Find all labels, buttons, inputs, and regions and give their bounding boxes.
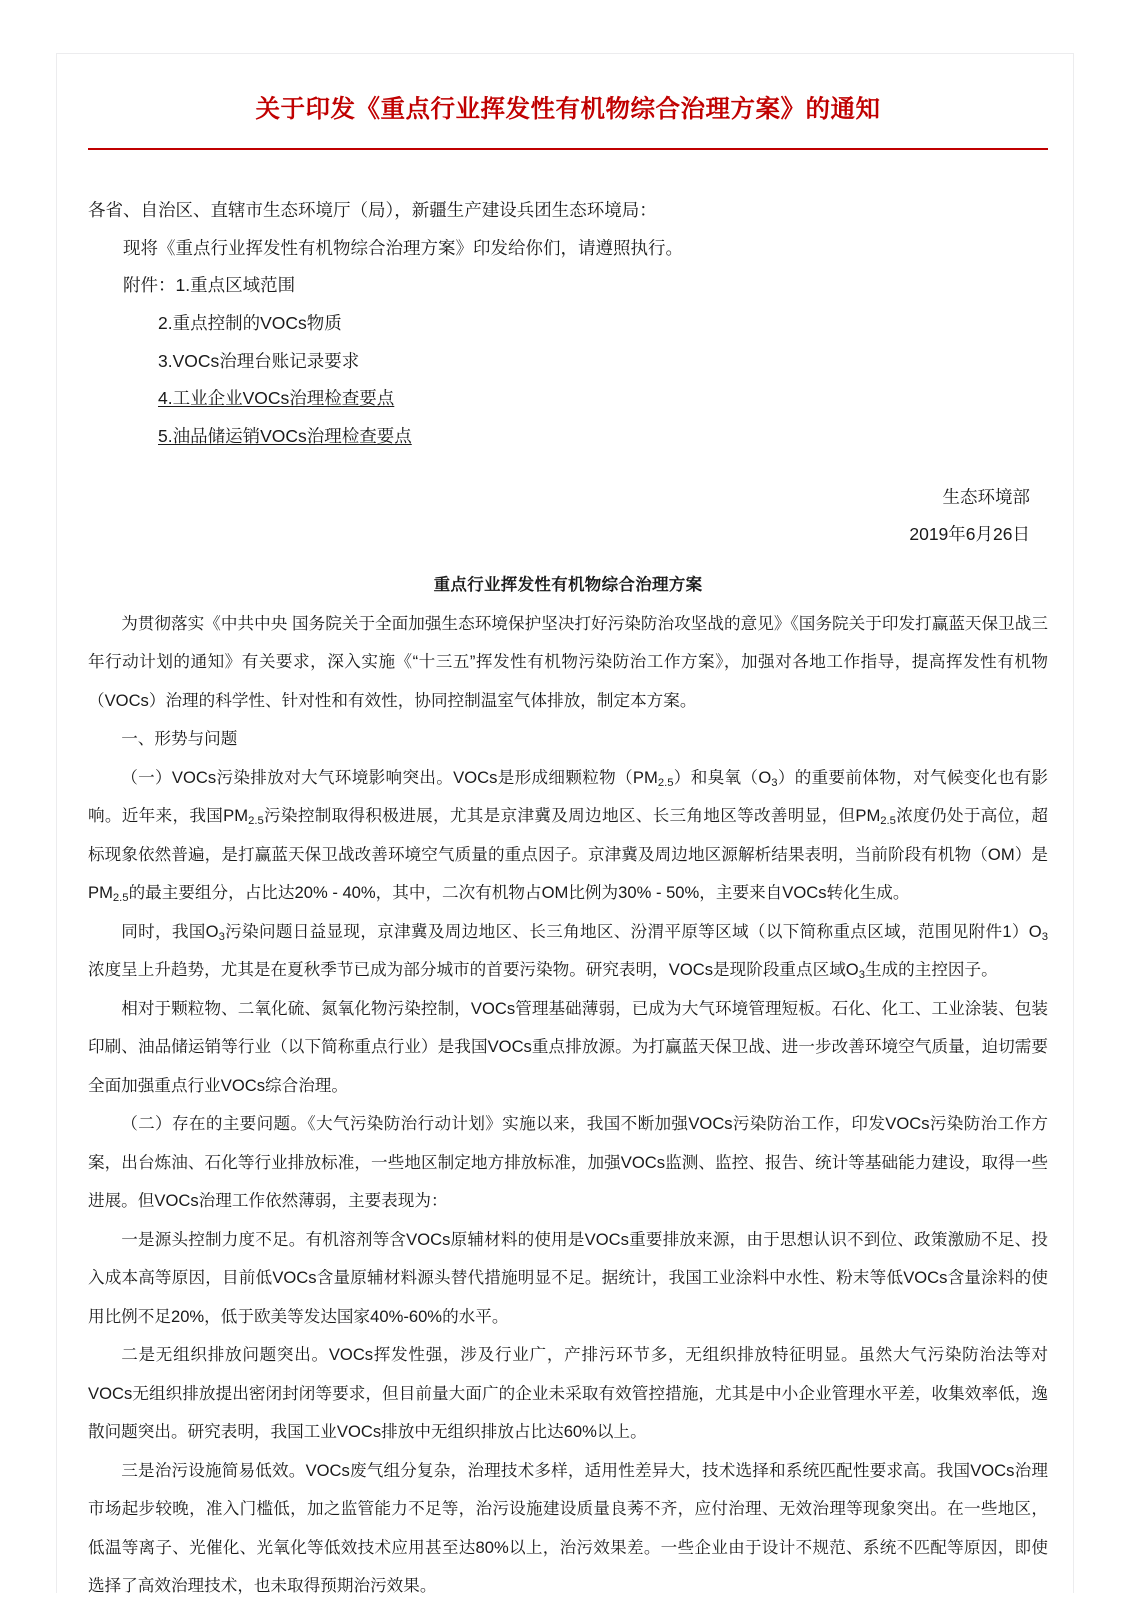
chemical-subscript: 2.5: [112, 892, 129, 905]
chemical-subscript: 3: [218, 930, 225, 943]
para-1-5: 一是源头控制力度不足。有机溶剂等含VOCs原辅材料的使用是VOCs重要排放来源，由于思想认识不到位、政策激励不足、投入成本高等原因，目前低VOCs含量原辅材料源头替代措施明显不足。据统计，我国工业涂料中水性、粉末等低VOCs含量涂料的使用比例不足20%，低于欧美等发达国家40%-60%的水平。: [88, 1229, 1048, 1326]
page-content: [88, 53, 1048, 1606]
title-divider: [88, 148, 1048, 150]
para-1-4: （二）存在的主要问题。《大气污染防治行动计划》实施以来，我国不断加强VOCs污染防治工作，印发VOCs污染防治工作方案，出台炼油、石化等行业排放标准，一些地区制定地方排放标准，加强VOCs监测、监控、报告、统计等基础能力建设，取得一些进展。但VOCs治理工作依然薄弱，主要表现为：: [88, 1114, 1048, 1211]
section-heading-one: 一、形势与问题: [121, 729, 238, 749]
para-1-7: 三是治污设施简易低效。VOCs废气组分复杂，治理技术多样，适用性差异大，技术选择和系统匹配性要求高。我国VOCs治理市场起步较晚，准入门槛低，加之监管能力不足等，治污设施建设质量良莠不齐，应付治理、无效治理等现象突出。在一些地区，低温等离子、光催化、光氧化等低效技术应用甚至达80%以上，治污效果差。一些企业由于设计不规范、系统不匹配等原因，即使选择了高效治理技术，也未取得预期治污效果。: [88, 1460, 1048, 1596]
attachment-item-5-text: 5.油品储运销VOCs治理检查要点: [158, 425, 412, 446]
para-1-6: 二是无组织排放问题突出。VOCs挥发性强，涉及行业广，产排污环节多，无组织排放特征明显。虽然大气污染防治法等对VOCs无组织排放提出密闭封闭等要求，但目前量大面广的企业未采取有效管控措施，尤其是中小企业管理水平差，收集效率低，逸散问题突出。研究表明，我国工业VOCs排放中无组织排放占比达60%以上。: [88, 1345, 1048, 1442]
signer-name: 生态环境部: [942, 487, 1030, 508]
attachment-item-1: 附件：1.重点区域范围: [123, 275, 296, 296]
chemical-subscript: 3: [1041, 930, 1048, 943]
para-1-2: 同时，我国$O_3$污染问题日益显现，京津冀及周边地区、长三角地区、汾渭平原等区域（以下简称重点区域，范围见附件$1)O_3$浓度呈上升趋势，尤其是在夏秋季节已成为部分城市的首要污染物。研究表明，VOCs是现阶段重点区域$O_3$生成的主控因子。: [88, 921, 1048, 982]
signature-block: [88, 479, 1048, 553]
attachment-item-5: [88, 418, 1048, 456]
chemical-subscript: 2.5: [657, 777, 674, 790]
intro-paragraph: 现将《重点行业挥发性有机物综合治理方案》印发给你们，请遵照执行。: [123, 237, 683, 258]
signer-date: 2019年6月26日: [909, 524, 1030, 545]
chemical-subscript: 2.5: [880, 815, 896, 828]
chemical-subscript: 2.5: [248, 815, 264, 828]
page-title: 关于印发《重点行业挥发性有机物综合治理方案》的通知: [255, 96, 881, 123]
attachment-item-4-text: 4.工业企业VOCs治理检查要点: [158, 388, 395, 409]
attachment-item-4: [88, 380, 1048, 418]
salutation: 各省、自治区、直辖市生态环境厅（局），新疆生产建设兵团生态环境局：: [88, 200, 657, 221]
chemical-subscript: 3: [771, 777, 778, 790]
notice-header: [88, 192, 1048, 455]
attachment-item-2: 2.重点控制的VOCs物质: [158, 312, 342, 333]
section-one-items: [88, 759, 1048, 1606]
preamble-paragraph: 为贯彻落实《中共中央 国务院关于全面加强生态环境保护坚决打好污染防治攻坚战的意见》《国务院关于印发打赢蓝天保卫战三年行动计划的通知》有关要求，深入实施《“十三五”挥发性有机物污染防治工作方案》，加强对各地工作指导，提高挥发性有机物（VOCs）治理的科学性、针对性和有效性，协同控制温室气体排放，制定本方案。: [88, 613, 1048, 710]
document-body: [88, 605, 1048, 1606]
para-1-3: 相对于颗粒物、二氧化硫、氮氧化物污染控制，VOCs管理基础薄弱，已成为大气环境管理短板。石化、化工、工业涂装、包装印刷、油品储运销等行业（以下简称重点行业）是我国VOCs重点排放源。为打赢蓝天保卫战、进一步改善环境空气质量，迫切需要全面加强重点行业VOCs综合治理。: [88, 998, 1048, 1095]
attachment-item-3: 3.VOCs治理台账记录要求: [158, 350, 360, 371]
plan-sub-heading: 重点行业挥发性有机物综合治理方案: [433, 575, 703, 594]
chemical-subscript: 3: [858, 969, 865, 982]
para-1-1: （一）VOCs污染排放对大气环境影响突出。VOCs是形成细颗粒物$(PM_{2.5})$和臭氧$(O_3)$的重要前体物，对气候变化也有影响。近年来，我国$PM_{2.5}$污染控制取得积极进展，尤其是京津冀及周边地区、长三角地区等改善明显，但$PM_{2.5}$浓度仍处于高位，超标现象依然普遍，是打赢蓝天保卫战改善环境空气质量的重点因子。京津冀及周边地区源解析结果表明，当前阶段有机物（OM）是$PM_{2.5}$的最主要组分，占比达20% - 40%，其中，二次有机物占OM比例为30% - 50%，主要来自VOCs转化生成。: [88, 767, 1049, 905]
